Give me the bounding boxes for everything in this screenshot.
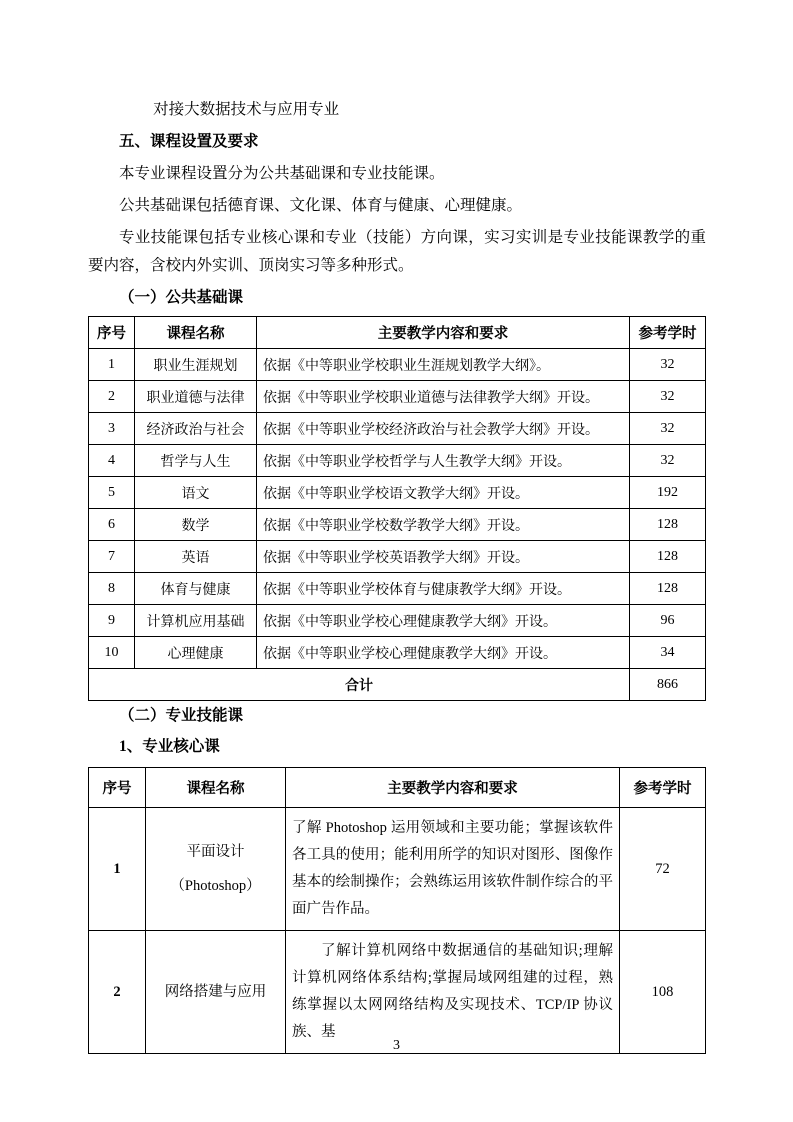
table-row	[89, 573, 706, 605]
total-hours: 866	[630, 669, 706, 701]
table-cell: 8	[89, 573, 135, 605]
basic-courses-tbody	[89, 349, 706, 669]
total-row	[89, 669, 706, 701]
table-row	[89, 808, 706, 931]
header-hours: 参考学时	[620, 768, 706, 808]
table-cell: 依据《中等职业学校心理健康教学大纲》开设。	[257, 605, 630, 637]
table-cell: 128	[630, 573, 706, 605]
basic-courses-table	[88, 316, 706, 701]
table-cell: 体育与健康	[135, 573, 257, 605]
cell-course-hours: 72	[620, 808, 706, 931]
core-courses-tbody	[89, 808, 706, 1054]
header-content: 主要教学内容和要求	[257, 317, 630, 349]
table-cell: 32	[630, 381, 706, 413]
table-cell: 职业生涯规划	[135, 349, 257, 381]
table-cell: 7	[89, 541, 135, 573]
table-cell: 依据《中等职业学校经济政治与社会教学大纲》开设。	[257, 413, 630, 445]
table-cell: 3	[89, 413, 135, 445]
table-header-row	[89, 768, 706, 808]
table-cell: 32	[630, 349, 706, 381]
table-cell: 1	[89, 349, 135, 381]
table-row	[89, 445, 706, 477]
heading-skill-section: （二）专业技能课	[119, 707, 244, 724]
heading-core-courses: 1、专业核心课	[119, 738, 220, 755]
table-cell: 34	[630, 637, 706, 669]
table-row	[89, 477, 706, 509]
table-cell: 128	[630, 541, 706, 573]
table-cell: 职业道德与法律	[135, 381, 257, 413]
heading-basic-section: （一）公共基础课	[119, 289, 244, 306]
table-cell: 经济政治与社会	[135, 413, 257, 445]
table-cell: 依据《中等职业学校体育与健康教学大纲》开设。	[257, 573, 630, 605]
table-cell: 英语	[135, 541, 257, 573]
table-cell: 依据《中等职业学校数学教学大纲》开设。	[257, 509, 630, 541]
total-label: 合计	[89, 669, 630, 701]
table-cell: 2	[89, 381, 135, 413]
table-cell: 10	[89, 637, 135, 669]
table-row	[89, 381, 706, 413]
table-cell: 心理健康	[135, 637, 257, 669]
course-name-line: 网络搭建与应用	[164, 984, 267, 1000]
header-no: 序号	[89, 768, 146, 808]
header-no: 序号	[89, 317, 135, 349]
course-name-line: （Photoshop）	[170, 878, 261, 894]
table-cell: 32	[630, 413, 706, 445]
table-cell: 32	[630, 445, 706, 477]
table-cell: 依据《中等职业学校职业生涯规划教学大纲》。	[257, 349, 630, 381]
table-row	[89, 349, 706, 381]
cell-course-hours: 108	[620, 931, 706, 1054]
table-cell: 6	[89, 509, 135, 541]
table-header-row	[89, 317, 706, 349]
cell-course-name	[146, 931, 286, 1054]
table-row	[89, 509, 706, 541]
para-overview: 本专业课程设置分为公共基础课和专业技能课。	[119, 165, 445, 182]
table-cell: 依据《中等职业学校职业道德与法律教学大纲》开设。	[257, 381, 630, 413]
cell-course-no: 1	[89, 808, 146, 931]
cell-course-no: 2	[89, 931, 146, 1054]
table-row	[89, 931, 706, 1054]
header-course-name: 课程名称	[146, 768, 286, 808]
table-cell: 128	[630, 509, 706, 541]
para-skill: 专业技能课包括专业核心课和专业（技能）方向课，实习实训是专业技能课教学的重要内容，含校内外实训、顶岗实习等多种形式。	[88, 229, 706, 274]
table-cell: 数学	[135, 509, 257, 541]
course-name-line: 平面设计	[186, 844, 245, 860]
table-cell: 依据《中等职业学校语文教学大纲》开设。	[257, 477, 630, 509]
table-cell: 计算机应用基础	[135, 605, 257, 637]
table-cell: 依据《中等职业学校哲学与人生教学大纲》开设。	[257, 445, 630, 477]
table-cell: 5	[89, 477, 135, 509]
para-basic: 公共基础课包括德育课、文化课、体育与健康、心理健康。	[119, 197, 523, 214]
header-hours: 参考学时	[630, 317, 706, 349]
table-cell: 192	[630, 477, 706, 509]
header-content: 主要教学内容和要求	[286, 768, 620, 808]
table-cell: 哲学与人生	[135, 445, 257, 477]
heading-courses: 五、课程设置及要求	[119, 133, 259, 150]
cell-course-content: 了解计算机网络中数据通信的基础知识;理解计算机网络体系结构;掌握局域网组建的过程，熟练掌握以太网网络结构及实现技术、TCP/IP 协议族、基	[286, 931, 620, 1054]
page-number: 3	[393, 1038, 400, 1053]
table-cell: 依据《中等职业学校心理健康教学大纲》开设。	[257, 637, 630, 669]
table-cell: 9	[89, 605, 135, 637]
intro-line: 对接大数据技术与应用专业	[153, 101, 340, 118]
table-row	[89, 413, 706, 445]
table-cell: 语文	[135, 477, 257, 509]
table-row	[89, 605, 706, 637]
header-course-name: 课程名称	[135, 317, 257, 349]
cell-course-name	[146, 808, 286, 931]
table-cell: 依据《中等职业学校英语教学大纲》开设。	[257, 541, 630, 573]
table-cell: 4	[89, 445, 135, 477]
cell-course-content: 了解 Photoshop 运用领域和主要功能；掌握该软件各工具的使用；能利用所学的知识对图形、图像作基本的绘制操作；会熟练运用该软件制作综合的平面广告作品。	[286, 808, 620, 931]
core-courses-table	[88, 767, 706, 1054]
table-row	[89, 637, 706, 669]
table-cell: 96	[630, 605, 706, 637]
table-row	[89, 541, 706, 573]
